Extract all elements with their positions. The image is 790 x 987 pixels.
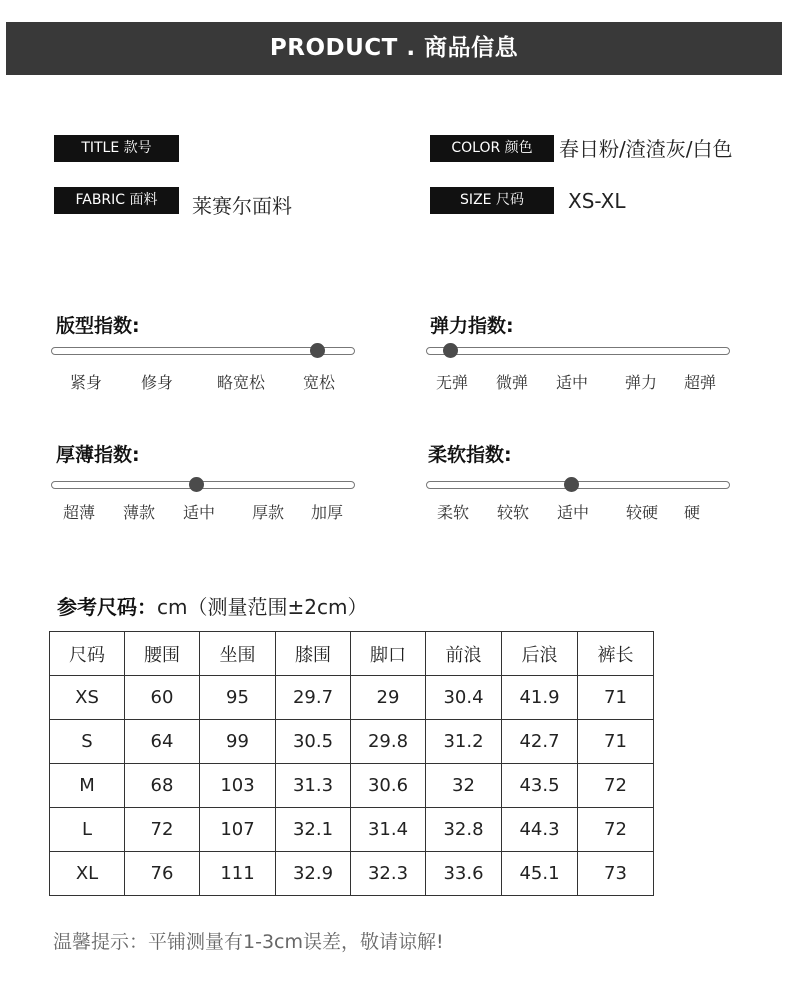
table-cell: 32.1 <box>276 808 351 852</box>
table-cell: 76 <box>125 852 200 896</box>
table-cell: 71 <box>578 720 654 764</box>
thickness-index-track <box>51 481 355 489</box>
header-cell: 裤长 <box>578 632 654 676</box>
header-cell: 腰围 <box>125 632 200 676</box>
softness-index-title: 柔软指数: <box>428 444 512 466</box>
table-cell: 33.6 <box>426 852 502 896</box>
thickness-index-title: 厚薄指数: <box>56 444 140 466</box>
table-cell: S <box>50 720 125 764</box>
softness-label: 硬 <box>683 503 701 522</box>
fabric-value: 莱赛尔面料 <box>192 194 292 218</box>
thickness-label: 加厚 <box>310 503 344 522</box>
fit-index-title: 版型指数: <box>56 315 140 337</box>
table-cell: 72 <box>578 808 654 852</box>
table-cell: 32.3 <box>351 852 426 896</box>
header-cell: 尺码 <box>50 632 125 676</box>
table-cell: 29.8 <box>351 720 426 764</box>
size-table-title-bold: 参考尺码： <box>57 595 157 619</box>
fit-index-knob <box>310 343 325 358</box>
softness-index-knob <box>564 477 579 492</box>
table-cell: 68 <box>125 764 200 808</box>
softness-index-track <box>426 481 730 489</box>
elasticity-label: 弹力 <box>624 373 658 392</box>
thickness-label: 超薄 <box>62 503 96 522</box>
table-cell: 32 <box>426 764 502 808</box>
table-cell: 32.9 <box>276 852 351 896</box>
fit-label: 宽松 <box>302 373 336 392</box>
table-cell: 45.1 <box>502 852 578 896</box>
table-cell: 60 <box>125 676 200 720</box>
table-cell: 72 <box>578 764 654 808</box>
table-cell: 73 <box>578 852 654 896</box>
measurement-note: 温馨提示：平铺测量有1-3cm误差，敬请谅解! <box>53 931 444 953</box>
header-cell: 坐围 <box>200 632 276 676</box>
table-row <box>50 764 654 808</box>
table-cell: 44.3 <box>502 808 578 852</box>
fit-index-track <box>51 347 355 355</box>
thickness-label: 薄款 <box>122 503 156 522</box>
table-cell: 31.3 <box>276 764 351 808</box>
table-cell: 95 <box>200 676 276 720</box>
elasticity-index-knob <box>443 343 458 358</box>
fabric-tag: FABRIC 面料 <box>54 187 179 214</box>
table-row <box>50 852 654 896</box>
table-cell: 30.6 <box>351 764 426 808</box>
table-cell: 43.5 <box>502 764 578 808</box>
table-row <box>50 808 654 852</box>
table-cell: 42.7 <box>502 720 578 764</box>
fit-label: 修身 <box>140 373 174 392</box>
elasticity-label: 无弹 <box>435 373 469 392</box>
size-table-title <box>57 591 367 620</box>
thickness-label: 厚款 <box>251 503 285 522</box>
table-cell: 71 <box>578 676 654 720</box>
table-cell: 111 <box>200 852 276 896</box>
header-cell: 前浪 <box>426 632 502 676</box>
table-cell: 31.2 <box>426 720 502 764</box>
table-cell: 99 <box>200 720 276 764</box>
table-cell: M <box>50 764 125 808</box>
size-value: XS-XL <box>568 189 626 213</box>
thickness-label: 适中 <box>182 503 216 522</box>
table-cell: 30.5 <box>276 720 351 764</box>
table-cell: 29.7 <box>276 676 351 720</box>
size-table-title-unit: cm（测量范围±2cm） <box>157 595 368 619</box>
header-cell: 膝围 <box>276 632 351 676</box>
softness-label: 较硬 <box>625 503 659 522</box>
table-cell: 64 <box>125 720 200 764</box>
elasticity-index-title: 弹力指数: <box>430 315 514 337</box>
size-table-header-row <box>50 632 654 676</box>
fit-label: 紧身 <box>69 373 103 392</box>
elasticity-label: 超弹 <box>683 373 717 392</box>
color-value: 春日粉/渣渣灰/白色 <box>559 137 733 161</box>
elasticity-index-track <box>426 347 730 355</box>
table-cell: 72 <box>125 808 200 852</box>
table-cell: 103 <box>200 764 276 808</box>
table-cell: XS <box>50 676 125 720</box>
header-cell: 脚口 <box>351 632 426 676</box>
table-cell: L <box>50 808 125 852</box>
thickness-index-knob <box>189 477 204 492</box>
table-row <box>50 720 654 764</box>
elasticity-label: 微弹 <box>495 373 529 392</box>
fit-label: 略宽松 <box>216 373 266 392</box>
softness-label: 柔软 <box>436 503 470 522</box>
title-tag: TITLE 款号 <box>54 135 179 162</box>
table-row <box>50 676 654 720</box>
elasticity-label: 适中 <box>555 373 589 392</box>
table-cell: 32.8 <box>426 808 502 852</box>
color-tag: COLOR 颜色 <box>430 135 554 162</box>
header-banner: PRODUCT . 商品信息 <box>6 22 782 75</box>
table-cell: XL <box>50 852 125 896</box>
size-table <box>49 631 654 896</box>
table-cell: 31.4 <box>351 808 426 852</box>
softness-label: 适中 <box>556 503 590 522</box>
header-cell: 后浪 <box>502 632 578 676</box>
table-cell: 29 <box>351 676 426 720</box>
table-cell: 107 <box>200 808 276 852</box>
table-cell: 30.4 <box>426 676 502 720</box>
softness-label: 较软 <box>496 503 530 522</box>
size-tag: SIZE 尺码 <box>430 187 554 214</box>
table-cell: 41.9 <box>502 676 578 720</box>
